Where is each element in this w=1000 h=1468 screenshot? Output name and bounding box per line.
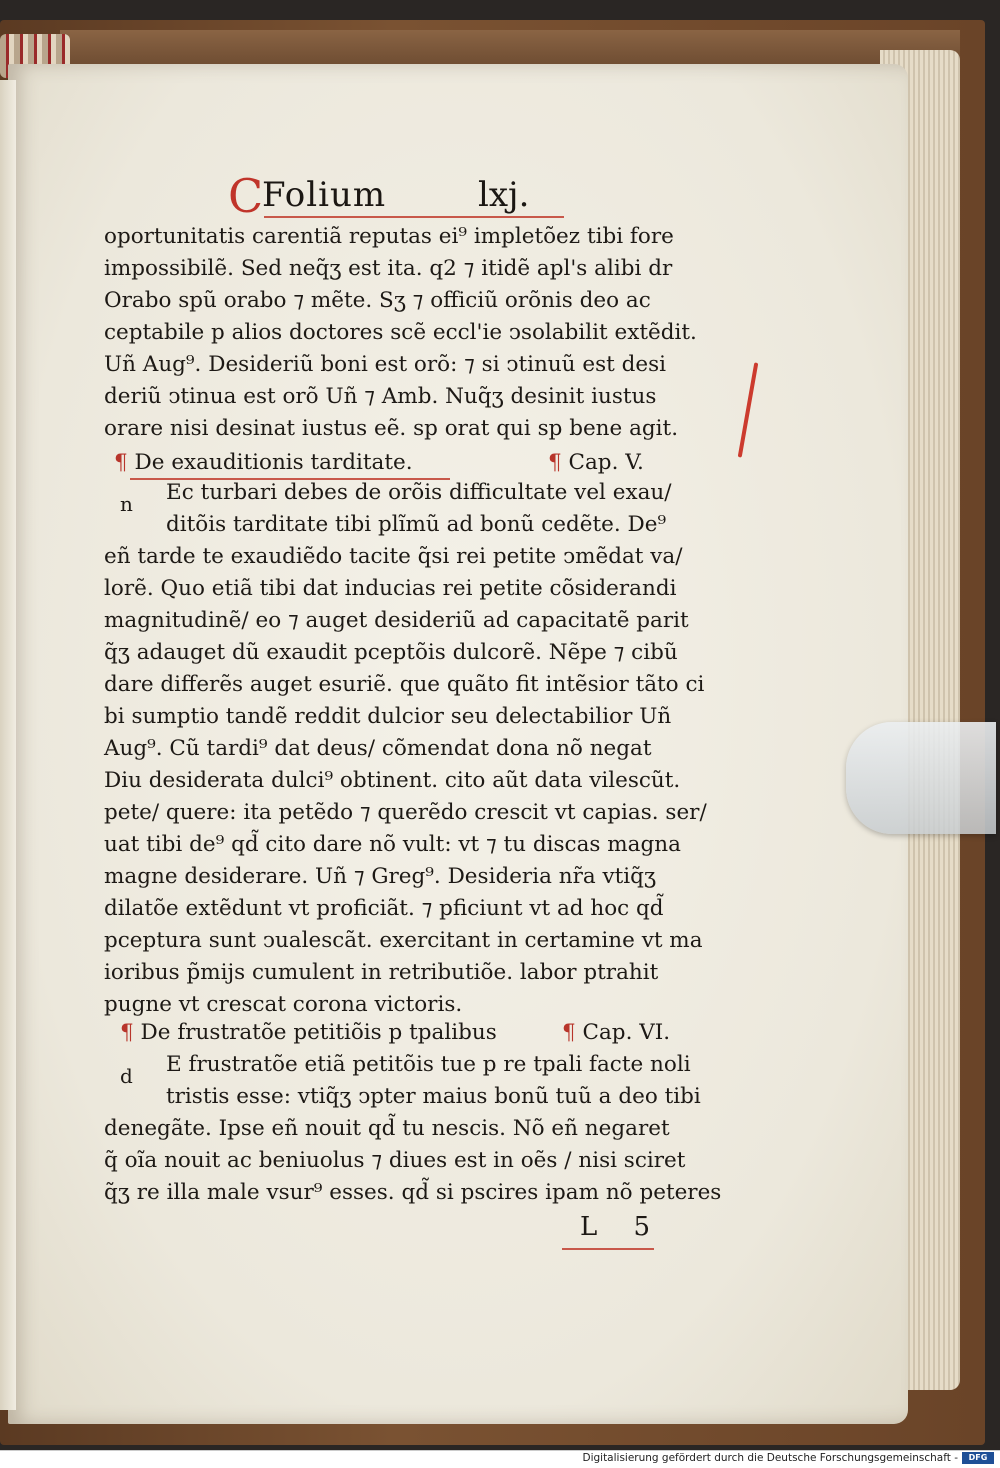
text-line: oportunitatis carentiã reputas ei⁹ impletõez tibi fore: [104, 224, 674, 249]
signature-underline: [562, 1248, 654, 1250]
guide-letter: n: [120, 492, 133, 516]
text-line: dilatõe extẽdunt vt proficiãt. ⁊ pficiunt vt ad hoc qd̃: [104, 896, 664, 921]
text-line: eñ tarde te exaudiẽdo tacite q̃si rei petite ↄmẽdat va/: [104, 544, 683, 569]
text-line: deriũ ↄtinua est orõ Uñ ⁊ Amb. Nuq̃ʒ desinit iustus: [104, 384, 657, 409]
funding-notice: Digitalisierung gefördert durch die Deutsche Forschungsgemeinschaft -: [582, 1452, 958, 1464]
section-heading-title: De exauditionis tarditate.: [134, 450, 413, 475]
folio-rubric-initial: C: [228, 169, 264, 223]
dfg-logo: DFG: [962, 1452, 994, 1464]
text-line: Diu desiderata dulci⁹ obtinent. cito aũt data vilescũt.: [104, 768, 681, 793]
text-line: impossibilẽ. Sed neq̃ʒ est ita. q2 ⁊ itidẽ apl's alibi dr: [104, 256, 673, 281]
text-line: E frustratõe etiã petitõis tue p re tpali facte noli: [166, 1052, 691, 1077]
text-line: pete/ quere: ita petẽdo ⁊ querẽdo crescit vt capias. ser/: [104, 800, 707, 825]
text-line: magne desiderare. Uñ ⁊ Greg⁹. Desideria nr̃a vtiq̃ʒ: [104, 864, 657, 889]
text-line: bi sumptio tandẽ reddit dulcior seu delectabilior Uñ: [104, 704, 672, 729]
text-line: pceptura sunt ↄualescãt. exercitant in certamine vt ma: [104, 928, 703, 953]
paragraph-mark: ¶: [548, 450, 562, 475]
folio-underline: [264, 216, 564, 218]
section-heading: [120, 1018, 560, 1048]
chapter-label: [548, 448, 748, 478]
chapter-number: Cap. V.: [568, 450, 644, 475]
text-line: tristis esse: vtiq̃ʒ ↄpter maius bonũ tuũ a deo tibi: [166, 1084, 701, 1109]
text-line: Orabo spũ orabo ⁊ mẽte. Sʒ ⁊ officiũ orõnis deo ac: [104, 288, 651, 313]
paragraph-mark: ¶: [114, 450, 128, 475]
text-line: q̃ oĩa nouit ac beniuolus ⁊ diues est in oẽs / nisi sciret: [104, 1148, 686, 1173]
text-line: Uñ Aug⁹. Desideriũ boni est orõ: ⁊ si ↄtinuũ est desi: [104, 352, 666, 377]
chapter-label: [562, 1018, 732, 1048]
text-line: pugne vt crescat corona victoris.: [104, 992, 463, 1017]
folio-heading: [228, 168, 568, 228]
text-line: ceptabile p alios doctores scẽ eccl'ie ↄsolabilit extẽdit.: [104, 320, 697, 345]
text-line: magnitudinẽ/ eo ⁊ auget desideriũ ad capacitatẽ parit: [104, 608, 689, 633]
folio-number: lxj.: [478, 175, 530, 215]
text-line: q̃ʒ re illa male vsur⁹ esses. qd̃ si pscires ipam nõ peteres: [104, 1180, 722, 1205]
guide-letter: d: [120, 1064, 133, 1088]
text-line: denegãte. Ipse eñ nouit qd̃ tu nescis. Nõ eñ negaret: [104, 1116, 670, 1141]
text-line: Ec turbari debes de orõis difficultate vel exau/: [166, 480, 672, 505]
section-heading-title: De frustratõe petitiõis p tpalibus: [140, 1020, 497, 1045]
signature-mark: L 5: [580, 1212, 665, 1242]
chapter-number: Cap. VI.: [582, 1020, 671, 1045]
gutter-edge: [0, 80, 16, 1410]
paragraph-mark: ¶: [120, 1020, 134, 1045]
text-line: lorẽ. Quo etiã tibi dat inducias rei petite cõsiderandi: [104, 576, 677, 601]
text-line: dare differẽs auget esuriẽ. que quãto fit intẽsior tãto ci: [104, 672, 705, 697]
text-line: orare nisi desinat iustus eẽ. sp orat qui sp bene agit.: [104, 416, 679, 441]
text-line: ioribus p̃mijs cumulent in retributiõe. labor ptrahit: [104, 960, 659, 985]
text-line: q̃ʒ adauget dũ exaudit pceptõis dulcorẽ. Nẽpe ⁊ cibũ: [104, 640, 678, 665]
paragraph-mark: ¶: [562, 1020, 576, 1045]
folio-title: Folium: [262, 175, 387, 215]
page-clip: [846, 722, 996, 834]
text-line: uat tibi de⁹ qd̃ cito dare nõ vult: vt ⁊ tu discas magna: [104, 832, 681, 857]
text-line: Aug⁹. Cũ tardi⁹ dat deus/ cõmendat dona nõ negat: [104, 736, 652, 761]
text-line: ditõis tarditate tibi plĩmũ ad bonũ cedẽte. De⁹: [166, 512, 667, 537]
